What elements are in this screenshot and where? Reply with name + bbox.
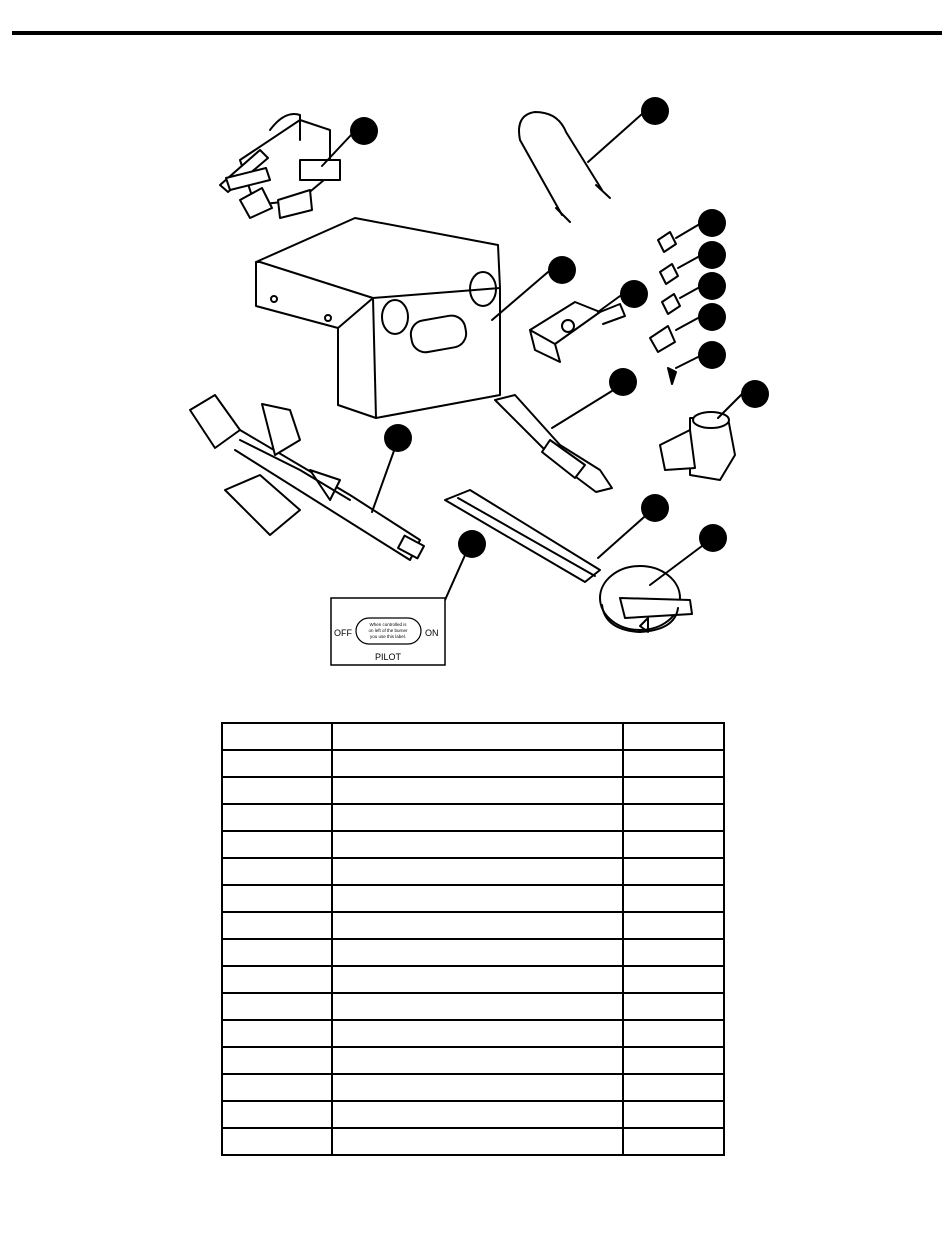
table-cell [222, 750, 332, 777]
table-cell [332, 777, 623, 804]
table-cell [222, 804, 332, 831]
callout-12 [384, 424, 412, 452]
pilot-label-note-3: you use this label. [369, 634, 407, 639]
table-cell [222, 1047, 332, 1074]
table-cell [623, 1128, 724, 1155]
callout-3 [698, 209, 726, 237]
table-cell [222, 939, 332, 966]
table-cell [332, 831, 623, 858]
table-cell [222, 723, 332, 750]
thermocouple [495, 386, 620, 492]
callout-11 [741, 380, 769, 408]
table-cell [332, 1101, 623, 1128]
table-cell [222, 1020, 332, 1047]
table-cell [222, 966, 332, 993]
table-cell [623, 1020, 724, 1047]
table-cell [222, 1074, 332, 1101]
table-row [222, 858, 724, 885]
table-cell [623, 966, 724, 993]
callout-6 [698, 303, 726, 331]
pilot-tube [519, 112, 642, 222]
table-cell [623, 1047, 724, 1074]
table-cell [623, 939, 724, 966]
callout-9 [620, 280, 648, 308]
callout-10 [609, 368, 637, 396]
table-cell [222, 777, 332, 804]
table-cell [222, 885, 332, 912]
parts-list-table [221, 722, 725, 1156]
table-row [222, 1020, 724, 1047]
table-cell [332, 966, 623, 993]
table-cell [222, 831, 332, 858]
callout-15 [458, 530, 486, 558]
callout-4 [698, 241, 726, 269]
pilot-label [331, 598, 445, 665]
control-knob [600, 540, 710, 632]
table-row [222, 777, 724, 804]
table-cell [623, 831, 724, 858]
table-row [222, 804, 724, 831]
pilot-label-note-1: When controlled is [369, 622, 407, 627]
table-cell [623, 777, 724, 804]
pilot-label-off: OFF [334, 628, 352, 638]
table-cell [623, 993, 724, 1020]
gas-valve [190, 395, 424, 560]
pilot-label-note-2: on left of the burner [368, 628, 408, 633]
table-cell [332, 912, 623, 939]
table-cell [623, 804, 724, 831]
callout-2 [641, 97, 669, 125]
callout-7 [698, 341, 726, 369]
table-cell [332, 750, 623, 777]
table-cell [222, 1128, 332, 1155]
pilot-label-title: PILOT [374, 652, 402, 662]
burner-box-cover [256, 218, 548, 418]
table-cell [332, 858, 623, 885]
table-cell [332, 939, 623, 966]
table-row [222, 939, 724, 966]
table-cell [222, 858, 332, 885]
table-cell [623, 858, 724, 885]
table-row [222, 723, 724, 750]
pilot-burner-assembly [220, 114, 352, 218]
bracket [530, 296, 625, 362]
table-cell [332, 885, 623, 912]
table-cell [222, 993, 332, 1020]
table-cell [332, 1128, 623, 1155]
table-cell [623, 750, 724, 777]
callout-13 [641, 494, 669, 522]
table-cell [332, 804, 623, 831]
table-cell [623, 885, 724, 912]
elbow-fitting [660, 394, 742, 480]
pilot-label-on: ON [425, 628, 439, 638]
table-cell [222, 1101, 332, 1128]
table-cell [332, 1047, 623, 1074]
table-row [222, 993, 724, 1020]
table-cell [623, 912, 724, 939]
table-cell [332, 993, 623, 1020]
callout-1 [350, 117, 378, 145]
callout-5 [698, 272, 726, 300]
table-cell [332, 1074, 623, 1101]
table-row [222, 1101, 724, 1128]
table-row [222, 1047, 724, 1074]
table-cell [332, 723, 623, 750]
table-cell [332, 1020, 623, 1047]
table-cell [623, 1101, 724, 1128]
callout-14 [699, 524, 727, 552]
table-cell [623, 723, 724, 750]
table-row [222, 1074, 724, 1101]
table-row [222, 750, 724, 777]
table-row [222, 912, 724, 939]
table-cell [222, 912, 332, 939]
table-cell [623, 1074, 724, 1101]
table-row [222, 885, 724, 912]
table-row [222, 831, 724, 858]
orifice-fittings [650, 225, 698, 384]
table-row [222, 966, 724, 993]
table-row [222, 1128, 724, 1155]
callout-8 [548, 256, 576, 284]
